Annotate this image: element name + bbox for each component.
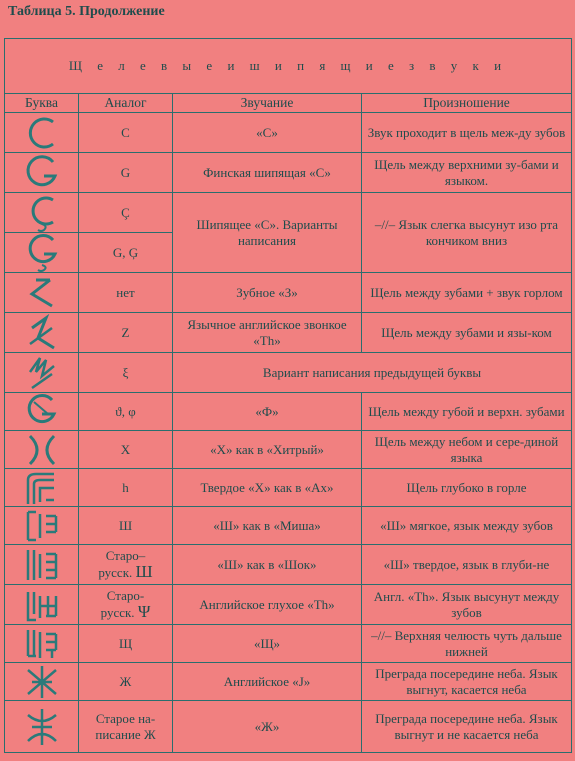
table-row — [5, 663, 572, 701]
sound-cell: Зубное «З» — [173, 273, 362, 313]
zhe-icon — [5, 663, 79, 701]
sound-cell: «Ш» как в «Миша» — [173, 507, 362, 545]
analog-cell: G — [79, 153, 173, 193]
analog-cell: Щ — [79, 625, 173, 663]
pronunciation-cell: Англ. «Th». Язык высунут между зубов — [362, 585, 572, 625]
pronunciation-cell: –//– Верхняя челюсть чуть дальше нижней — [362, 625, 572, 663]
g-icon — [5, 153, 79, 193]
table-row — [5, 113, 572, 153]
sound-cell: Английское «J» — [173, 663, 362, 701]
analog-cell: Старое на-писание Ж — [79, 701, 173, 753]
pronunciation-cell: «Ш» твердое, язык в глуби-не — [362, 545, 572, 585]
sound-cell: «Ф» — [173, 393, 362, 431]
z-zigzag-icon — [5, 313, 79, 353]
analog-cell: ξ — [79, 353, 173, 393]
table-row — [5, 193, 572, 233]
g-cedilla-icon — [5, 233, 79, 273]
table-row — [5, 625, 572, 663]
sound-cell: Финская шипящая «С» — [173, 153, 362, 193]
analog-line-2: русск. — [98, 565, 133, 580]
old-letter-psi: Ψ — [137, 602, 151, 621]
analog-cell: Z — [79, 313, 173, 353]
analog-cell: ϑ, φ — [79, 393, 173, 431]
table-row — [5, 353, 572, 393]
pronunciation-cell: «Ш» мягкое, язык между зубов — [362, 507, 572, 545]
sound-cell: Шипящее «С». Варианты написания — [173, 193, 362, 273]
table-row — [5, 585, 572, 625]
old-letter-sha: Ш — [135, 562, 153, 581]
sound-cell: «Х» как в «Хитрый» — [173, 431, 362, 469]
sha-rotated-icon — [5, 507, 79, 545]
x-icon — [5, 431, 79, 469]
table-row — [5, 273, 572, 313]
table-row — [5, 431, 572, 469]
analog-line-1: Старо- — [106, 588, 145, 603]
theta-icon — [5, 393, 79, 431]
pronunciation-cell: Щель между зубами + звук горлом — [362, 273, 572, 313]
analog-cell: Ç — [79, 193, 173, 233]
analog-cell: X — [79, 431, 173, 469]
column-header-sound: Звучание — [173, 94, 362, 113]
merged-note-cell: Вариант написания предыдущей буквы — [173, 353, 572, 393]
pronunciation-cell: Щель между небом и сере-диной языка — [362, 431, 572, 469]
table-caption: Таблица 5. Продолжение — [8, 4, 165, 19]
c-cedilla-icon — [5, 193, 79, 233]
table-row — [5, 701, 572, 753]
analog-cell: Ш — [79, 507, 173, 545]
sha-fork-icon — [5, 585, 79, 625]
column-header-letter: Буква — [5, 94, 79, 113]
sibilant-sounds-table — [4, 38, 572, 753]
c-icon — [5, 113, 79, 153]
sound-cell: «Ш» как в «Шок» — [173, 545, 362, 585]
pronunciation-cell: –//– Язык слегка высунут изо рта кончиком вниз — [362, 193, 572, 273]
pronunciation-cell: Преграда посередине неба. Язык выгнут и не касается неба — [362, 701, 572, 753]
analog-cell: G, Ģ — [79, 233, 173, 273]
z-triangle-icon — [5, 273, 79, 313]
sound-cell: Язычное английское звонкое «Th» — [173, 313, 362, 353]
pronunciation-cell: Щель между губой и верхн. зубами — [362, 393, 572, 431]
table-row — [5, 393, 572, 431]
analog-cell: Ж — [79, 663, 173, 701]
analog-cell: h — [79, 469, 173, 507]
table-row — [5, 153, 572, 193]
zhe-old-icon — [5, 701, 79, 753]
sound-cell: «Ж» — [173, 701, 362, 753]
column-header-pronunciation: Произношение — [362, 94, 572, 113]
analog-cell — [79, 585, 173, 625]
pronunciation-cell: Звук проходит в щель меж-ду зубов — [362, 113, 572, 153]
h-icon — [5, 469, 79, 507]
sound-cell: «С» — [173, 113, 362, 153]
sound-cell: «Щ» — [173, 625, 362, 663]
analog-cell — [79, 545, 173, 585]
sound-cell: Твердое «Х» как в «Ах» — [173, 469, 362, 507]
table-row — [5, 545, 572, 585]
analog-cell: нет — [79, 273, 173, 313]
analog-cell: C — [79, 113, 173, 153]
shcha-icon — [5, 625, 79, 663]
sound-cell: Английское глухое «Th» — [173, 585, 362, 625]
sha-bars-icon — [5, 545, 79, 585]
column-header-analog: Аналог — [79, 94, 173, 113]
section-title: Щ е л е в ы е и ш и п я щ и е з в у к и — [5, 39, 572, 94]
table-row — [5, 469, 572, 507]
table-row — [5, 507, 572, 545]
analog-line-2: русск. — [100, 605, 135, 620]
table-row — [5, 313, 572, 353]
pronunciation-cell: Щель между верхними зу-бами и языком. — [362, 153, 572, 193]
xi-icon — [5, 353, 79, 393]
analog-line-1: Старо– — [105, 548, 146, 563]
pronunciation-cell: Щель между зубами и язы-ком — [362, 313, 572, 353]
pronunciation-cell: Щель глубоко в горле — [362, 469, 572, 507]
pronunciation-cell: Преграда посередине неба. Язык выгнут, касается неба — [362, 663, 572, 701]
